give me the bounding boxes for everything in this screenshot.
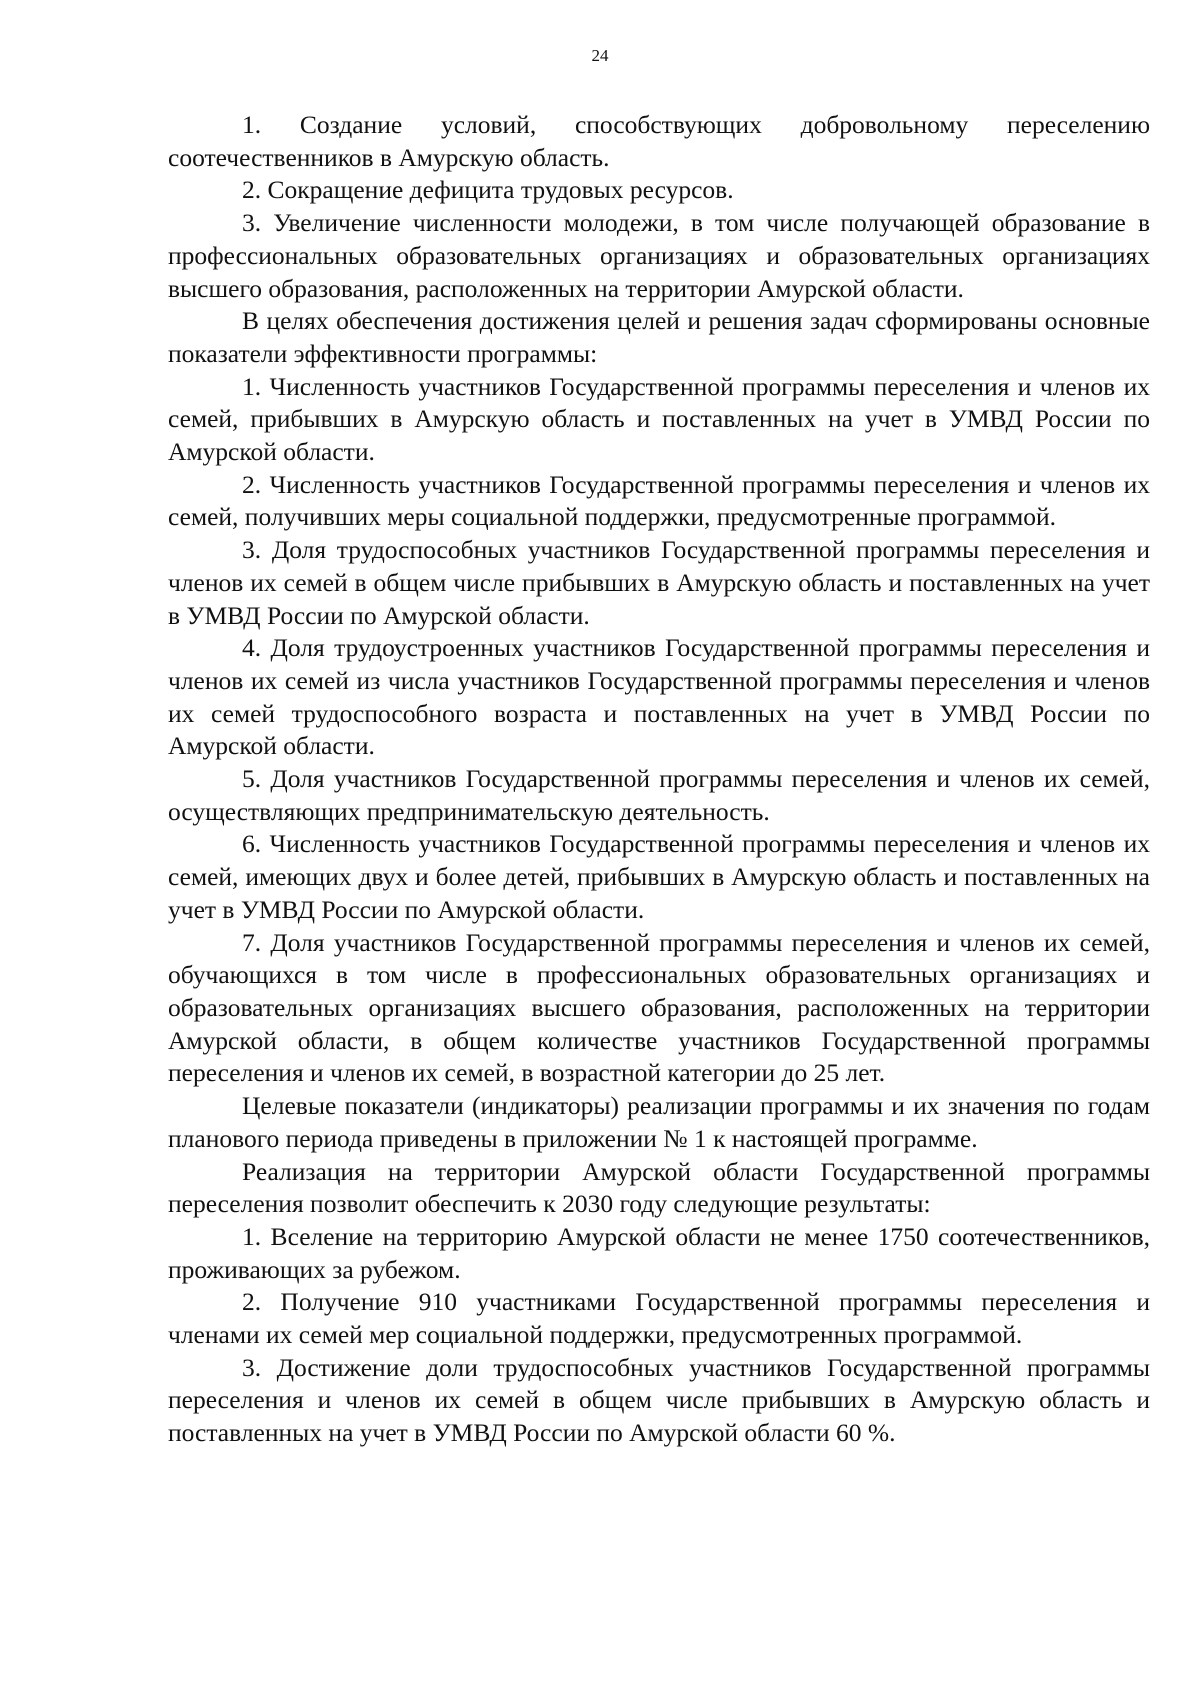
paragraph-goal-1: 1. Создание условий, способствующих добровольному переселению соотечественников в Амурскую область. [168,110,1150,172]
paragraph-indicators-intro: В целях обеспечения достижения целей и решения задач сформированы основные показатели эффективности программы: [168,306,1150,368]
paragraph-indicator-2: 2. Численность участников Государственной программы переселения и членов их семей, получивших меры социальной поддержки, предусмотренные программой. [168,469,1150,532]
paragraph-indicator-4: 4. Доля трудоустроенных участников Государственной программы переселения и членов их семей из числа участников Государственной программы переселения и членов их семей трудоспособного возраста и поставленных на учет в УМВД России по Амурской области. [168,633,1150,761]
paragraph-result-2: 2. Получение 910 участниками Государственной программы переселения и членами их семей мер социальной поддержки, предусмотренных программой. [168,1287,1150,1350]
paragraph-target-values: Целевые показатели (индикаторы) реализации программы и их значения по годам планового периода приведены в приложении № 1 к настоящей программе. [168,1091,1150,1153]
paragraph-result-3: 3. Достижение доли трудоспособных участников Государственной программы переселения и членов их семей в общем числе прибывших в Амурскую область и поставленных на учет в УМВД России по Амурской области 60 %. [168,1352,1150,1448]
paragraph-indicator-5: 5. Доля участников Государственной программы переселения и членов их семей, осуществляющих предпринимательскую деятельность. [168,764,1150,826]
paragraph-indicator-6: 6. Численность участников Государственной программы переселения и членов их семей, имеющих двух и более детей, прибывших в Амурскую область и поставленных на учет в УМВД России по Амурской области. [168,829,1150,924]
paragraph-goal-3: 3. Увеличение численности молодежи, в том числе получающей образование в профессиональных образовательных организациях и образовательных организациях высшего образования, расположенных на территории Амурской области. [168,208,1150,303]
paragraph-result-1: 1. Вселение на территорию Амурской области не менее 1750 соотечественников, проживающих за рубежом. [168,1221,1150,1284]
paragraph-results-intro: Реализация на территории Амурской области Государственной программы переселения позволит обеспечить к 2030 году следующие результаты: [168,1156,1150,1219]
page-number: 24 [591,46,609,65]
paragraph-indicator-7: 7. Доля участников Государственной программы переселения и членов их семей, обучающихся в том числе в профессиональных образовательных организациях и образовательных организациях высшего образования, расположенных на территории Амурской области, в общем количестве участников Государственной программы переселения и членов их семей, в возрастной категории до 25 лет. [168,927,1150,1088]
paragraph-indicator-1: 1. Численность участников Государственной программы переселения и членов их семей, прибывших в Амурскую область и поставленных на учет в УМВД России по Амурской области. [168,371,1150,467]
paragraph-goal-2: 2. Сокращение дефицита трудовых ресурсов. [242,175,734,205]
paragraph-indicator-3: 3. Доля трудоспособных участников Государственной программы переселения и членов их семей в общем числе прибывших в Амурскую область и поставленных на учет в УМВД России по Амурской области. [168,535,1150,630]
document-body [168,109,1150,1450]
